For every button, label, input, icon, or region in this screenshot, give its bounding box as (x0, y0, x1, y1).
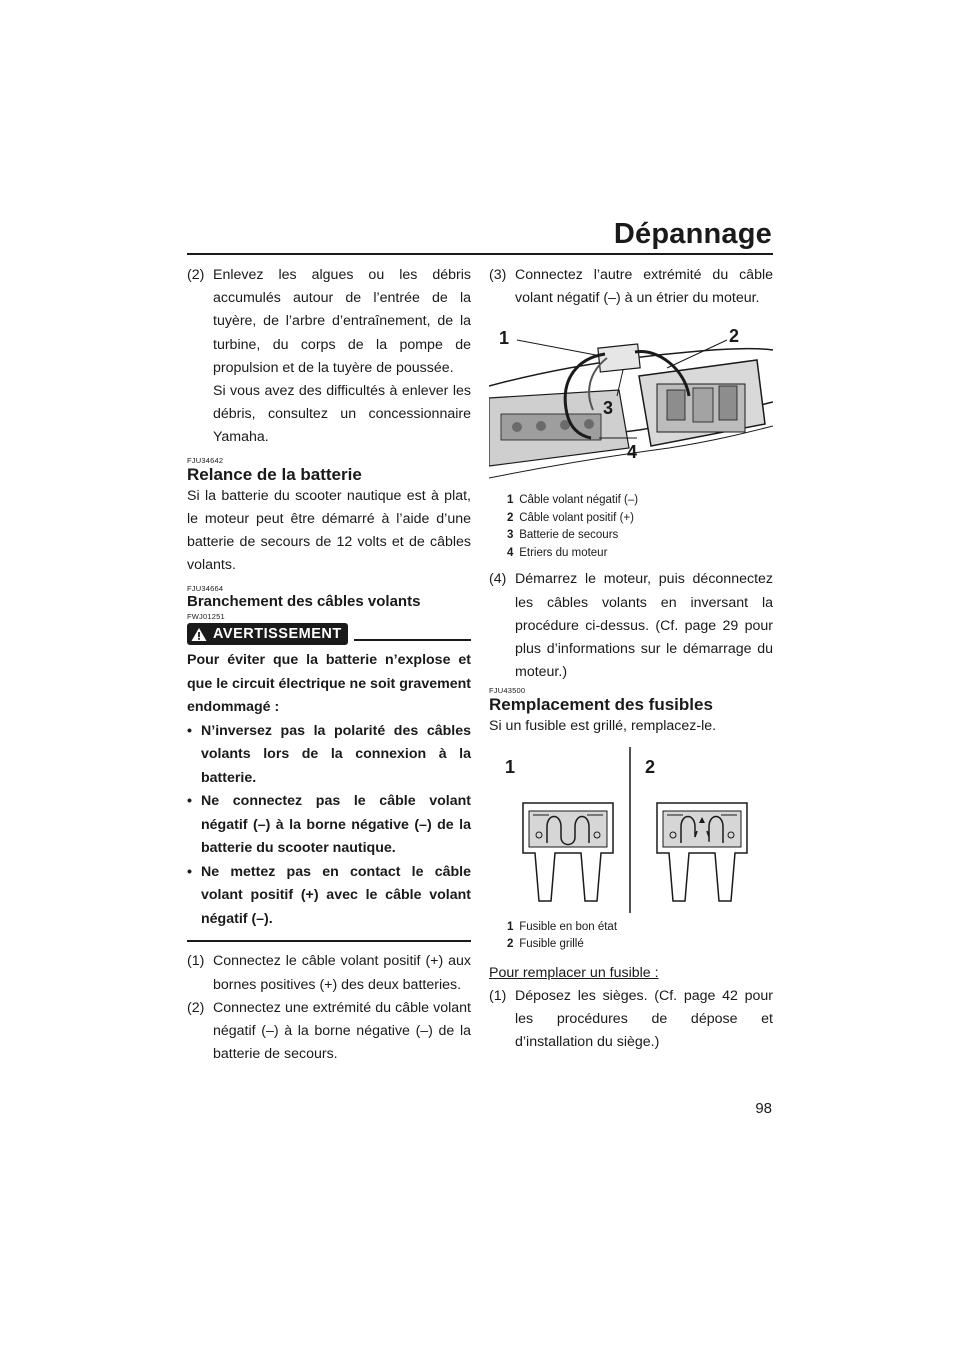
callout-2: 2 (729, 326, 740, 347)
callout-1: 1 (499, 328, 510, 349)
warning-badge (187, 623, 348, 645)
caption-item: 2 Fusible grillé (507, 938, 584, 951)
caption-item: 2 Câble volant positif (+) (507, 511, 634, 524)
section-code: FJU34642 (187, 455, 224, 465)
step-2-algae (187, 264, 471, 450)
callout-4: 4 (627, 442, 638, 463)
caption-item: 3 Batterie de secours (507, 529, 619, 542)
warning-bottom-rule (187, 940, 471, 942)
section-heading: Remplacement des fusibles (489, 695, 713, 715)
step-1-positive: (1) Connectez le câble volant positif (+) aux bornes positives (+) des deux batteries. (187, 953, 471, 993)
section-paragraph: Si un fusible est grillé, remplacez-le. (489, 718, 717, 735)
warning-code: FWJ01251 (187, 612, 225, 622)
warning-label: AVERTISSEMENT (213, 626, 342, 643)
section-paragraph: Si la batterie du scooter nautique est à plat, le moteur peut être démarré à l’aide d’une batterie de secours de 12 volts et de câbles volants. (187, 487, 471, 574)
warning-top-rule (354, 639, 471, 641)
warning-body (187, 649, 471, 931)
section-code: FJU43500 (489, 686, 526, 696)
section-heading: Relance de la batterie (187, 464, 362, 484)
caption-item: 1 Fusible en bon état (507, 920, 618, 933)
page-title: Dépannage (613, 218, 772, 250)
page-number: 98 (755, 1100, 772, 1117)
figure-1-captions (507, 492, 773, 562)
callout-2: 2 (645, 756, 656, 777)
section-code: FJU34664 (187, 584, 224, 594)
warning-triangle-icon (191, 627, 207, 642)
blown-fuse-icon (657, 803, 747, 901)
bullet-dot-icon: • (187, 863, 192, 880)
step-text: Enlevez les algues ou les débris accumulés autour de l’entrée de la tuyère, de l’arbre d’entraînement, de la turbine, du corps de la pompe de propulsion et de la tuyère de poussée. (213, 267, 471, 376)
fuse-illustration (489, 747, 773, 913)
step-1-remove-seats: (1) Déposez les sièges. (Cf. page 42 pour les procédures de dépose et d’installation du siège.) (489, 987, 773, 1051)
warning-intro: Pour éviter que la batterie n’explose et que le circuit électrique ne soit gravement endommagé : (187, 652, 471, 716)
step-3-engine-bracket: (3) Connectez l’autre extrémité du câble volant négatif (–) à un étrier du moteur. (489, 267, 773, 307)
caption-item: 4 Etriers du moteur (507, 546, 608, 559)
right-column (489, 264, 773, 1054)
warning-bullet: • Ne mettez pas en contact le câble volant positif (+) avec le câble volant négatif (–). (187, 861, 471, 932)
warning-bullet: • Ne connectez pas le câble volant négatif (–) à la borne négative (–) de la batterie du scooter nautique. (187, 790, 471, 861)
callout-1: 1 (505, 756, 516, 777)
step-2-negative: (2) Connectez une extrémité du câble volant négatif (–) à la borne négative (–) de la batterie de secours. (187, 999, 471, 1063)
subsection-heading: Branchement des câbles volants (187, 593, 421, 611)
jump-cable-illustration (489, 318, 773, 486)
figure-2-captions (507, 919, 773, 954)
step-text-note: Si vous avez des difficultés à enlever les débris, consultez un concessionnaire Yamaha. (213, 383, 471, 446)
step-number: (2) (187, 267, 205, 283)
left-column (187, 264, 471, 1066)
step-4-start-engine: (4) Démarrez le moteur, puis déconnectez les câbles volants en inversant la procédure ci-dessus. (Cf. page 29 pour plus d’informations sur le démarrage du moteur.) (489, 571, 773, 681)
callout-3: 3 (603, 398, 614, 419)
caption-item: 1 Câble volant négatif (–) (507, 494, 639, 507)
warning-header (187, 623, 471, 645)
procedure-subheading: Pour remplacer un fusible : (489, 964, 659, 981)
header-rule (187, 253, 773, 255)
bullet-dot-icon: • (187, 722, 192, 739)
good-fuse-icon (523, 803, 613, 901)
bullet-dot-icon: • (187, 793, 192, 810)
warning-bullet: • N’inversez pas la polarité des câbles volants lors de la connexion à la batterie. (187, 720, 471, 791)
